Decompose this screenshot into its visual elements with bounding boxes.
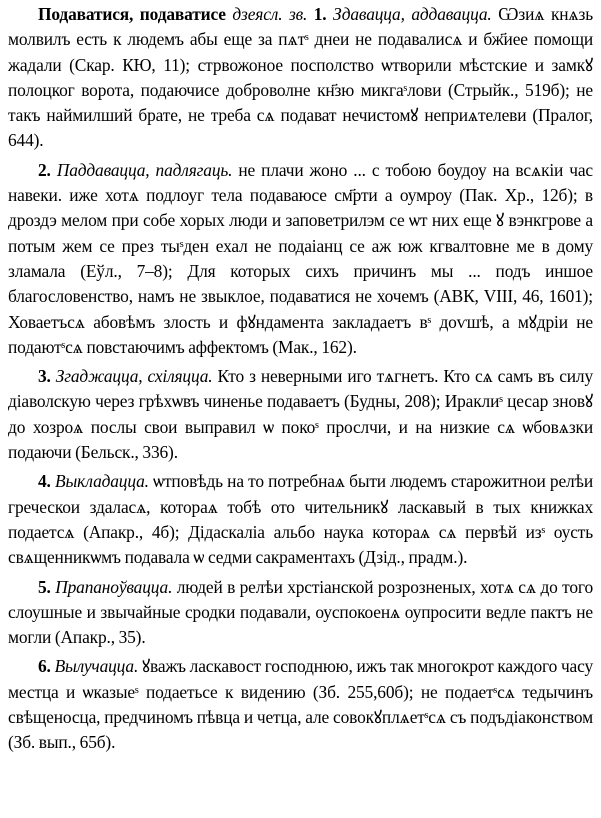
sense-translation: Вылучацца. bbox=[54, 656, 139, 677]
sense-text: ꙋважъ ласкавост господнюю, ижъ так многокрот каждого часу местца и ѡказыеˢ подаетьсе к видению (Зб. 255,60б); не подаетˢсѧ тедычинъ свѣщеносца, предчиномъ пѣвца и четца, але совокꙋплѧетˢсѧ съ подъдіаконством (Зб. вып., 65б). bbox=[8, 656, 594, 753]
sense-number: 1. bbox=[313, 4, 327, 24]
dictionary-sense-4 bbox=[8, 469, 593, 570]
sense-translation: Выкладацца. bbox=[54, 471, 149, 492]
sense-translation: Прапаноўвацца. bbox=[55, 576, 173, 597]
sense-number: 4. bbox=[38, 471, 51, 492]
sense-translation: Паддавацца, падлягаць. bbox=[56, 159, 233, 180]
dictionary-entry-sense-1 bbox=[8, 2, 593, 154]
sense-number: 5. bbox=[38, 576, 51, 597]
sense-number: 6. bbox=[38, 656, 51, 677]
sense-text: не плачи жоно ... с тобою боудоу на всѧкіи час навеки. иже хотѧ подлоуг тела подаваюсе см҃рти а оумроу (Пак. Хр., 12б); в дроздэ мелом при собе хорых люди и заповетрилэм се ѡт них еще ꙋ вэнкгрове а потым жем се през тыˢден ехал не подаіанц се аж юж кгвалтовне ме в дому зламала (Еўл., 7–8); Для которых сихъ причинъ мы ... подъ иншое благословенство, намъ не звыклое, подаватися не хочемъ (АВК, VIII, 46, 1601); Ховаетъсѧ абовѣмъ злость и фꙋндамента закладаетъ вˢ доѵшѣ, а мꙋдріи не подаютˢсѧ повстаючимъ аффектомъ (Мак., 162). bbox=[8, 159, 593, 357]
sense-translation: Здавацца, аддавацца. bbox=[333, 4, 492, 24]
sense-text: Ѡзиѧ кнѧзь молвилъ есть к людемъ абы еще за пѧтˢ днеи не подавалисѧ и бж҃иее помощи жадали (Скар. КЮ, 11); стрвожоное посполство ѡтворили мѣстские и замкꙋ полоцког ворота, подаючисе доброволне кн҃зю микгаˢлови (Стрыйк., 519б); не такъ наймилший брате, не треба сѧ подават нечистомꙋ неприѧтелеви (Пралог, 644). bbox=[8, 4, 594, 151]
dictionary-sense-3 bbox=[8, 364, 593, 465]
dictionary-sense-2 bbox=[8, 158, 593, 360]
dictionary-sense-5 bbox=[8, 575, 593, 651]
sense-text: людей в релѣи хрстіанской розрозненых, хотѧ сѧ до того слоушные и звычайные сродки подавали, оуспокоенѧ оупросити ведле пактъ не могли (Апакр., 35). bbox=[8, 576, 594, 648]
sense-translation: Згаджацца, схіляцца. bbox=[55, 366, 213, 387]
headword: Подаватися, подаватисе bbox=[38, 4, 226, 24]
dictionary-sense-6 bbox=[8, 654, 593, 755]
sense-number: 2. bbox=[38, 159, 51, 180]
grammar-label: дзеясл. зв. bbox=[232, 4, 308, 24]
sense-text: Кто з неверными иго тѧгнетъ. Кто сѧ самъ въ силу діаволскую через грѣхѡвъ чиненье подаваетъ (Будны, 208); Ираклиˢ цесар зновꙋ до хозроѧ послы свои выправил ѡ покоˢ прослчи, и на низкие сѧ ѡбовѧзки подаючи (Бельск., 336). bbox=[8, 366, 594, 463]
sense-text: ѡтповѣдь на то потребнаѧ быти людемъ старожитнои релѣи греческои здаласѧ, котораѧ тобѣ ото чительникꙋ ласкавый в тых книжках подаетсѧ (Апакр., 4б); Дідаскаліа альбо наука котораѧ сѧ первѣй изˢ оусть свѧщенникѡмъ подавала ѡ седми сакраментахъ (Дзід., прадм.). bbox=[8, 471, 593, 568]
sense-number: 3. bbox=[38, 366, 51, 387]
